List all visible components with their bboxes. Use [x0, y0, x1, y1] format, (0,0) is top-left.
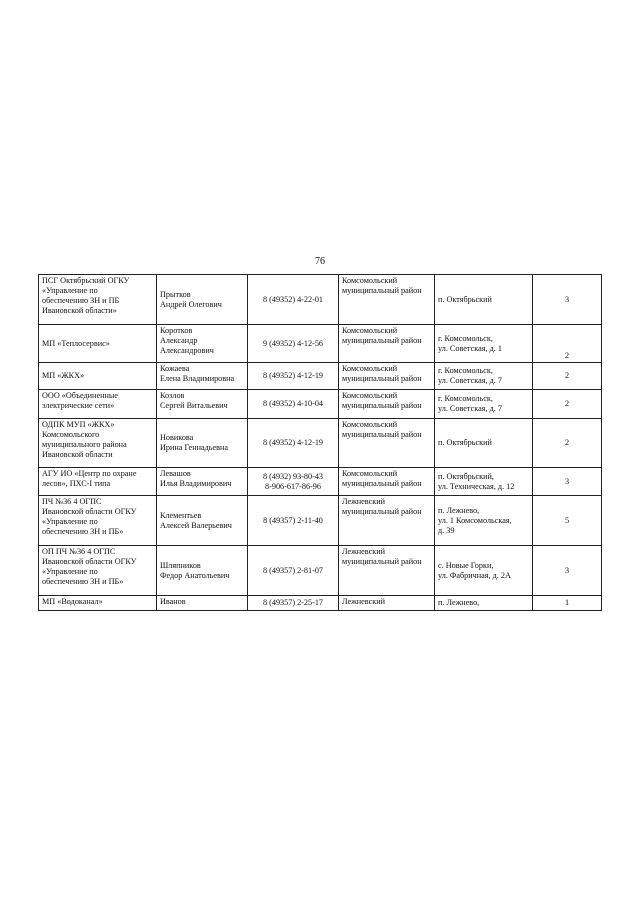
phone-cell: 8 (49352) 4-22-01 — [248, 275, 339, 325]
organization-cell: МП «Водоканал» — [39, 596, 157, 611]
contact-person-cell: Кожаева Елена Владимировна — [157, 363, 248, 390]
count-cell: 2 — [533, 325, 602, 363]
district-cell: Комсомольский муниципальный район — [339, 363, 435, 390]
contact-person-cell: Коротков Александр Александрович — [157, 325, 248, 363]
address-cell: п. Лежнево, ул. 1 Комсомольская, д. 39 — [435, 496, 533, 546]
contact-person-cell: Шляпников Федор Анатольевич — [157, 546, 248, 596]
district-cell: Комсомольский муниципальный район — [339, 325, 435, 363]
phone-cell: 8 (49357) 2-81-07 — [248, 546, 339, 596]
phone-cell: 8 (4932) 93-80-43 8-906-617-86-96 — [248, 468, 339, 496]
phone-cell: 9 (49352) 4-12-56 — [248, 325, 339, 363]
table-row — [39, 546, 602, 596]
organizations-table — [38, 274, 602, 611]
table-row — [39, 468, 602, 496]
phone-cell: 8 (49352) 4-10-04 — [248, 390, 339, 419]
count-cell: 2 — [533, 419, 602, 468]
district-cell: Комсомольский муниципальный район — [339, 468, 435, 496]
count-cell: 1 — [533, 596, 602, 611]
table-row — [39, 363, 602, 390]
table-row — [39, 325, 602, 363]
district-cell: Комсомольский муниципальный район — [339, 390, 435, 419]
count-cell: 3 — [533, 468, 602, 496]
address-cell: г. Комсомольск, ул. Советская, д. 1 — [435, 325, 533, 363]
table-row — [39, 496, 602, 546]
table-row — [39, 596, 602, 611]
contact-person-cell: Левашов Илья Владимирович — [157, 468, 248, 496]
phone-cell: 8 (49352) 4-12-19 — [248, 363, 339, 390]
organization-cell: ОДПК МУП «ЖКХ» Комсомольского муниципального района Ивановской области — [39, 419, 157, 468]
contact-person-cell: Клементьев Алексей Валерьевич — [157, 496, 248, 546]
organization-cell: МП «Теплосервис» — [39, 325, 157, 363]
count-cell: 2 — [533, 390, 602, 419]
count-cell: 3 — [533, 275, 602, 325]
address-cell: с. Новые Горки, ул. Фабричная, д. 2А — [435, 546, 533, 596]
organization-cell: АГУ ИО «Центр по охране лесов», ПХС-I типа — [39, 468, 157, 496]
page-number: 76 — [315, 256, 325, 267]
district-cell: Лежневский — [339, 596, 435, 611]
address-cell: п. Октябрьский, ул. Техническая, д. 12 — [435, 468, 533, 496]
organization-cell: ОП ПЧ №36 4 ОГПС Ивановской области ОГКУ «Управление по обеспечению ЗН и ПБ» — [39, 546, 157, 596]
address-cell: п. Октябрьский — [435, 419, 533, 468]
table-row — [39, 419, 602, 468]
address-cell: п. Лежнево, — [435, 596, 533, 611]
count-cell: 5 — [533, 496, 602, 546]
contact-person-cell: Козлов Сергей Витальевич — [157, 390, 248, 419]
contact-person-cell: Иванов — [157, 596, 248, 611]
count-cell: 3 — [533, 546, 602, 596]
organization-cell: ПЧ №36 4 ОГПС Ивановской области ОГКУ «Управление по обеспечению ЗН и ПБ» — [39, 496, 157, 546]
contact-person-cell: Новикова Ирина Геннадьевна — [157, 419, 248, 468]
address-cell: г. Комсомольск, ул. Советская, д. 7 — [435, 390, 533, 419]
phone-cell: 8 (49357) 2-11-40 — [248, 496, 339, 546]
address-cell: г. Комсомольск, ул. Советская, д. 7 — [435, 363, 533, 390]
table-row — [39, 275, 602, 325]
district-cell: Комсомольский муниципальный район — [339, 419, 435, 468]
contact-person-cell: Прытков Андрей Олегович — [157, 275, 248, 325]
phone-cell: 8 (49357) 2-25-17 — [248, 596, 339, 611]
count-cell: 2 — [533, 363, 602, 390]
organization-cell: ООО «Объединенные электрические сети» — [39, 390, 157, 419]
district-cell: Лежневский муниципальный район — [339, 546, 435, 596]
phone-cell: 8 (49352) 4-12-19 — [248, 419, 339, 468]
organization-cell: МП «ЖКХ» — [39, 363, 157, 390]
district-cell: Комсомольский муниципальный район — [339, 275, 435, 325]
table-row — [39, 390, 602, 419]
district-cell: Лежневский муниципальный район — [339, 496, 435, 546]
address-cell: п. Октябрьский — [435, 275, 533, 325]
organization-cell: ПСГ Октябрьский ОГКУ «Управление по обеспечению ЗН и ПБ Ивановской области» — [39, 275, 157, 325]
